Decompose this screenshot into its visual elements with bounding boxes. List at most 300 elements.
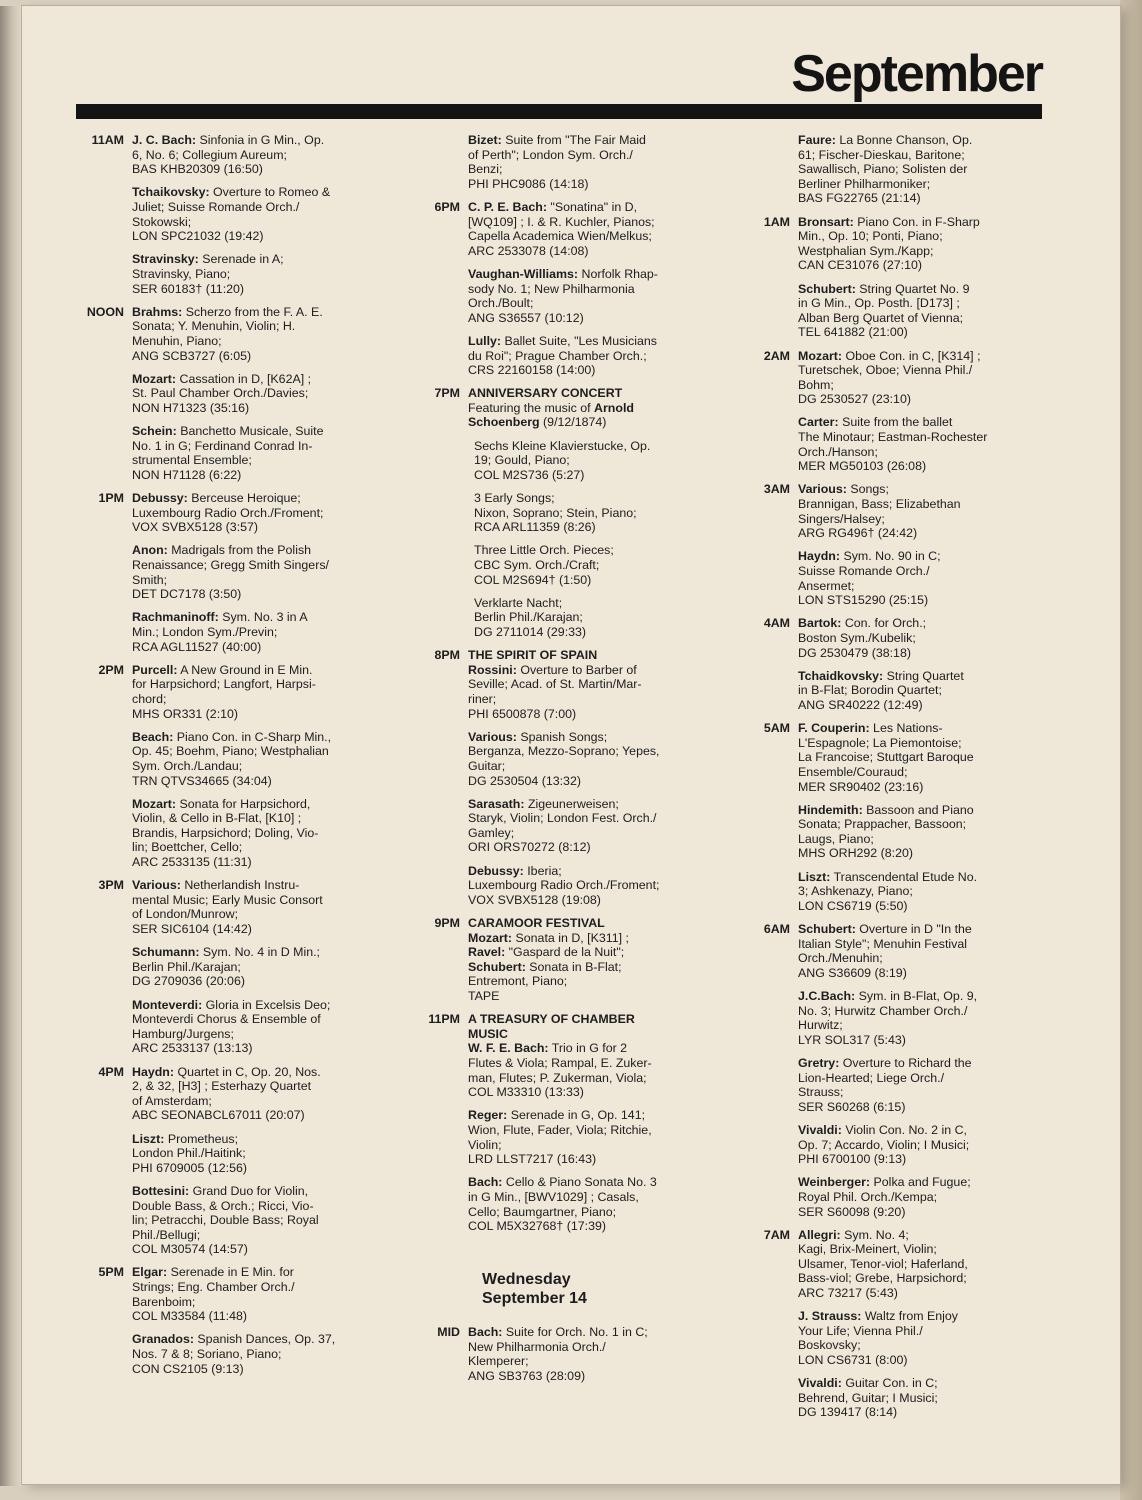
entry-text: Berlin Phil./Karajan; [132, 959, 241, 974]
entry-text: in G Min., [BWV1029] ; Casals, [468, 1189, 639, 1204]
listing-entry [798, 549, 1040, 607]
listing-entry [132, 1265, 386, 1323]
slot-entries [132, 1065, 386, 1266]
entry-text: Sym. No. 90 in C; [843, 549, 941, 564]
entry-line [468, 177, 710, 192]
composer-name: Rachmaninoff: [132, 610, 219, 625]
entry-line [798, 698, 1040, 713]
time-slot [74, 1265, 386, 1384]
entry-line [132, 1309, 386, 1324]
program-heading: ANNIVERSARY CONCERT [468, 386, 623, 401]
listing-entry [798, 989, 1040, 1047]
entry-line [132, 334, 386, 349]
entry-text: Klemperer; [468, 1354, 529, 1369]
entry-text: [WQ109] ; I. & R. Kuchler, Pianos; [468, 214, 655, 229]
listing-entry [798, 215, 1040, 273]
listing-entry [132, 730, 386, 788]
entry-line [132, 215, 386, 230]
entry-line [798, 765, 1040, 780]
entry-line [798, 497, 1040, 512]
entry-line [798, 1324, 1040, 1339]
entry-line [474, 543, 710, 558]
entry-line [468, 1152, 710, 1167]
entry-text: man, Flutes; P. Zukerman, Viola; [468, 1070, 647, 1085]
entry-text: ABC SEONABCL67011 (20:07) [132, 1108, 305, 1123]
entry-text: MER SR90402 (23:16) [798, 779, 924, 794]
entry-text: Zigeunerweisen; [527, 796, 619, 811]
composer-name: Beach: [132, 729, 174, 744]
program-heading: CARAMOOR FESTIVAL [468, 916, 605, 931]
entry-line [132, 491, 386, 506]
entry-text: RCA ARL11359 (8:26) [474, 520, 596, 535]
entry-line [798, 445, 1040, 460]
entry-line [132, 453, 386, 468]
entry-text: LON SPC21032 (19:42) [132, 229, 264, 244]
entry-line [132, 878, 386, 893]
program-heading: A TREASURY OF CHAMBER [468, 1012, 635, 1027]
composer-name: Anon: [132, 543, 168, 558]
entry-text: Ulsamer, Tenor-viol; Haferland, [798, 1256, 968, 1271]
entry-text: MHS OR331 (2:10) [132, 706, 239, 721]
time-label: 7AM [763, 1227, 790, 1242]
listing-entry [798, 721, 1040, 794]
slot-entries [468, 386, 710, 648]
entry-text: Double Bass, & Orch.; Ricci, Vio- [132, 1198, 314, 1213]
entry-text: Serenade in G, Op. 141; [510, 1108, 646, 1123]
entry-line [132, 1265, 386, 1280]
entry-line [798, 258, 1040, 273]
time-slot [410, 648, 710, 916]
entry-text: St. Paul Chamber Orch./Davies; [132, 386, 309, 401]
composer-name: Gretry: [798, 1055, 840, 1070]
entry-text: Italian Style"; Menuhin Festival [798, 936, 967, 951]
entry-line [132, 386, 386, 401]
entry-line [468, 960, 710, 975]
entry-text: Berceuse Heroique; [191, 491, 301, 506]
listing-entry [468, 491, 710, 535]
day-date: September 14 [482, 1290, 587, 1308]
entry-text: Op. 7; Accardo, Violin; I Musici; [798, 1137, 970, 1152]
entry-text: Overture to Richard the [842, 1055, 972, 1070]
entry-line [798, 683, 1040, 698]
entry-line [798, 1033, 1040, 1048]
entry-line [798, 1190, 1040, 1205]
entry-line [468, 893, 710, 908]
time-label: 6AM [763, 922, 790, 937]
entry-line [798, 1228, 1040, 1243]
listing-entry [468, 200, 710, 258]
entry-text: Kagi, Brix-Meinert, Violin; [798, 1242, 937, 1257]
entry-text: of Amsterdam; [132, 1093, 212, 1108]
entry-text: Sym. No. 4; [844, 1227, 909, 1242]
entry-text: CON CS2105 (9:13) [132, 1361, 244, 1376]
entry-line [798, 817, 1040, 832]
entry-text: ARC 2533137 (13:13) [132, 1041, 253, 1056]
entry-line [474, 596, 710, 611]
entry-text: COL M33310 (13:33) [468, 1085, 584, 1100]
entry-text: DG 2530479 (38:18) [798, 645, 911, 660]
entry-line [798, 669, 1040, 684]
slot-entries [132, 878, 386, 1064]
entry-text: Behrend, Guitar; I Musici; [798, 1390, 938, 1405]
entry-line [798, 378, 1040, 393]
entry-text: Sechs Kleine Klavierstucke, Op. [474, 438, 651, 453]
composer-name: Purcell: [132, 662, 178, 677]
entry-line [798, 1175, 1040, 1190]
listing-entry [132, 424, 386, 482]
entry-text: Three Little Orch. Pieces; [474, 543, 614, 558]
slot-entries [132, 663, 386, 879]
entry-text: Alban Berg Quartet of Vienna; [798, 310, 964, 325]
entry-text: Oboe Con. in C, [K314] ; [845, 348, 981, 363]
composer-name: J.C.Bach: [798, 989, 856, 1003]
entry-text: Songs; [850, 482, 889, 497]
entry-text: lin; Boettcher, Cello; [132, 840, 243, 855]
time-slot [740, 215, 1040, 349]
entry-line [468, 663, 710, 678]
listing-column-2 [410, 133, 710, 1392]
entry-text: Your Life; Vienna Phil./ [798, 1323, 923, 1338]
composer-name: Weinberger: [798, 1175, 871, 1190]
entry-text: Singers/Halsey; [798, 511, 885, 526]
entry-line [132, 1332, 386, 1347]
time-label: 4PM [98, 1064, 124, 1079]
listing-entry [132, 1332, 386, 1376]
entry-text: COL M33584 (11:48) [132, 1309, 248, 1324]
entry-line [132, 840, 386, 855]
time-slot [740, 482, 1040, 616]
entry-line [132, 1094, 386, 1109]
entry-text: Hamburg/Jurgens; [132, 1026, 234, 1041]
slot-entries [798, 721, 1040, 922]
listing-entry [468, 543, 710, 587]
entry-line [798, 1257, 1040, 1272]
entry-text: Transcendental Etude No. [833, 869, 978, 884]
entry-line [132, 267, 386, 282]
entry-text: BAS KHB20309 (16:50) [132, 162, 263, 177]
entry-line [132, 1213, 386, 1228]
entry-line [798, 736, 1040, 751]
composer-name: Elgar: [132, 1265, 168, 1280]
entry-text: Nos. 7 & 8; Soriano, Piano; [132, 1347, 282, 1362]
listing-entry [468, 267, 710, 325]
entry-line [798, 296, 1040, 311]
listing-entry [468, 133, 710, 191]
entry-line [132, 759, 386, 774]
time-label: 1PM [98, 491, 124, 506]
composer-name: Granados: [132, 1332, 194, 1347]
entry-line [132, 610, 386, 625]
entry-line [132, 1362, 386, 1377]
entry-line [468, 707, 710, 722]
entry-text: strumental Ensemble; [132, 453, 252, 468]
subtitle-text: Featuring the music of [468, 400, 595, 415]
entry-text: Grand Duo for Violin, [192, 1183, 309, 1198]
entry-line [132, 229, 386, 244]
entry-text: Spanish Songs; [520, 729, 608, 744]
entry-line [132, 707, 386, 722]
entry-text: Ensemble/Couraud; [798, 764, 908, 779]
composer-name: Tchaidkovsky: [798, 668, 884, 683]
entry-line [468, 878, 710, 893]
entry-line [468, 229, 710, 244]
entry-line [798, 966, 1040, 981]
entry-line [798, 899, 1040, 914]
entry-text: Ballet Suite, "Les Musicians [504, 333, 657, 348]
entry-line [798, 1152, 1040, 1167]
entry-text: RCA AGL11527 (40:00) [132, 639, 262, 654]
listing-entry [132, 797, 386, 870]
entry-line [132, 1295, 386, 1310]
entry-line [468, 215, 710, 230]
entry-line [468, 267, 710, 282]
entry-line [798, 325, 1040, 340]
entry-line [798, 1309, 1040, 1324]
entry-line [468, 1041, 710, 1056]
entry-text: Min., Op. 10; Ponti, Piano; [798, 229, 943, 244]
slot-entries [798, 482, 1040, 616]
composer-name: Brahms: [132, 304, 183, 319]
entry-text: PHI 6700100 (9:13) [798, 1152, 907, 1167]
composer-name: Stravinsky: [132, 252, 199, 267]
time-label: 1AM [763, 214, 790, 229]
entry-line [132, 692, 386, 707]
entry-line [132, 1161, 386, 1176]
entry-text: Ansermet; [798, 578, 855, 593]
entry-text: New Philharmonia Orch./ [468, 1339, 606, 1354]
entry-text: Cello & Piano Sonata No. 3 [505, 1175, 657, 1190]
entry-text: DG 2709036 (20:06) [132, 974, 245, 989]
entry-line [798, 177, 1040, 192]
listing-entry [132, 1065, 386, 1123]
entry-text: of Perth"; London Sym. Orch./ [468, 147, 633, 162]
entry-line [468, 296, 710, 311]
entry-text: SER S60268 (6:15) [798, 1099, 906, 1114]
entry-text: Polka and Fugue; [873, 1175, 971, 1190]
composer-name: Mozart: [798, 348, 843, 363]
time-slot [740, 922, 1040, 1228]
entry-text: Berlin Phil./Karajan; [474, 610, 583, 625]
entry-text: TRN QTVS34665 (34:04) [132, 773, 272, 788]
listing-entry [798, 1123, 1040, 1167]
entry-line [132, 797, 386, 812]
time-slot [74, 133, 386, 305]
entry-line [798, 1085, 1040, 1100]
time-label: 8PM [434, 648, 460, 663]
entry-text: Sonata; Y. Menuhin, Violin; H. [132, 319, 296, 334]
entry-line [798, 215, 1040, 230]
entry-line [798, 803, 1040, 818]
listing-entry [468, 797, 710, 855]
entry-text: Suite for Orch. No. 1 in C; [505, 1325, 648, 1340]
entry-line [798, 1123, 1040, 1138]
entry-line [132, 1079, 386, 1094]
composer-name: Schubert: [798, 922, 856, 937]
entry-text: COL M2S736 (5:27) [474, 467, 585, 482]
entry-text: String Quartet [886, 668, 964, 683]
entry-line [132, 1146, 386, 1161]
entry-text: 19; Gould, Piano; [474, 453, 570, 468]
entry-line [798, 579, 1040, 594]
time-label: 2PM [98, 662, 124, 677]
entry-text: Sawallisch, Piano; Solisten der [798, 162, 968, 177]
entry-line [798, 392, 1040, 407]
slot-entries [468, 133, 710, 200]
entry-line [798, 549, 1040, 564]
entry-line [798, 937, 1040, 952]
time-slot [410, 1012, 710, 1242]
entry-line [132, 1242, 386, 1257]
composer-name: Bizet: [468, 133, 502, 147]
entry-line [132, 625, 386, 640]
entry-line [468, 945, 710, 960]
time-label: 3AM [763, 482, 790, 497]
listing-entry [132, 543, 386, 601]
time-slot [740, 1228, 1040, 1429]
composer-name: Tchaikovsky: [132, 185, 210, 200]
composer-name: C. P. E. Bach: [468, 199, 547, 214]
entry-text: Sinfonia in G Min., Op. [199, 133, 325, 147]
composer-name: Schein: [132, 424, 177, 439]
entry-line [132, 811, 386, 826]
entry-text: 3 Early Songs; [474, 491, 555, 506]
slot-entries [132, 491, 386, 663]
entry-line [132, 185, 386, 200]
time-slot [74, 878, 386, 1064]
entry-line [132, 1228, 386, 1243]
entry-text: La Francoise; Stuttgart Baroque [798, 750, 974, 765]
entry-line [798, 229, 1040, 244]
entry-line [468, 811, 710, 826]
entry-line [132, 855, 386, 870]
slot-entries [798, 215, 1040, 349]
entry-text: LON CS6719 (5:50) [798, 898, 908, 913]
entry-text: VOX SVBX5128 (3:57) [132, 520, 259, 535]
entry-line [798, 1056, 1040, 1071]
entry-line [468, 1138, 710, 1153]
entry-text: Orch./Boult; [468, 296, 534, 311]
entry-line [798, 780, 1040, 795]
entry-line [468, 840, 710, 855]
entry-text: Prometheus; [167, 1131, 239, 1146]
composer-name: Bottesini: [132, 1183, 190, 1198]
entry-text: SER 60183† (11:20) [132, 281, 245, 296]
composer-name: Debussy: [132, 491, 188, 506]
listing-entry [132, 252, 386, 296]
entry-line [798, 832, 1040, 847]
program-heading-cont: MUSIC [468, 1026, 508, 1041]
entry-line [132, 424, 386, 439]
entry-line [468, 826, 710, 841]
slot-entries [798, 133, 1040, 215]
composer-name: Mozart: [468, 930, 513, 945]
entry-line [132, 558, 386, 573]
entry-text: COL M2S694† (1:50) [474, 572, 592, 587]
entry-line [474, 506, 710, 521]
entry-line [132, 573, 386, 588]
entry-line [468, 162, 710, 177]
entry-line [132, 744, 386, 759]
entry-text: Iberia; [527, 863, 562, 878]
month-masthead: September [791, 45, 1042, 103]
entry-line [798, 631, 1040, 646]
slot-entries [468, 200, 710, 386]
entry-line [468, 1219, 710, 1234]
entry-text: NON H71128 (6:22) [132, 467, 242, 482]
entry-line [798, 616, 1040, 631]
listing-entry [798, 616, 1040, 660]
entry-line [474, 558, 710, 573]
listing-entry [132, 1184, 386, 1257]
entry-text: Strings; Eng. Chamber Orch./ [132, 1280, 295, 1295]
entry-text: String Quartet No. 9 [859, 281, 970, 296]
entry-text: Norfolk Rhap- [581, 266, 658, 281]
entry-line [132, 1012, 386, 1027]
entry-line [132, 349, 386, 364]
time-label [410, 133, 468, 200]
composer-name: Various: [798, 482, 847, 497]
entry-line [132, 1041, 386, 1056]
entry-line [798, 415, 1040, 430]
entry-text: Guitar; [468, 758, 506, 773]
entry-line [798, 846, 1040, 861]
entry-line [798, 459, 1040, 474]
entry-line [798, 162, 1040, 177]
composer-name: Bach: [468, 1175, 503, 1190]
entry-line [132, 677, 386, 692]
listing-entry [468, 596, 710, 640]
entry-text: Berliner Philharmoniker; [798, 176, 931, 191]
entry-text: Hurwitz; [798, 1018, 843, 1033]
entry-text: TAPE [468, 989, 500, 1003]
time-slot [740, 721, 1040, 922]
entry-line [798, 951, 1040, 966]
time-slot [74, 663, 386, 879]
time-slot [410, 916, 710, 1012]
listing-entry [798, 1056, 1040, 1114]
listing-entry [132, 185, 386, 243]
entry-text: Bass-viol; Grebe, Harpsichord; [798, 1271, 967, 1286]
entry-line [132, 468, 386, 483]
entry-text: Gloria in Excelsis Deo; [205, 997, 331, 1012]
entry-text: Piano Con. in F-Sharp [857, 214, 980, 229]
composer-name: F. Couperin: [798, 721, 870, 736]
time-label: 7PM [434, 386, 460, 401]
listing-entry [468, 334, 710, 378]
entry-line [468, 334, 710, 349]
day-heading [482, 1270, 710, 1308]
entry-text: Spanish Dances, Op. 37, [197, 1332, 336, 1347]
header-rule [76, 104, 1042, 119]
entry-text: Suite from "The Fair Maid [505, 133, 646, 147]
entry-line [132, 960, 386, 975]
entry-text: du Roi"; Prague Chamber Orch.; [468, 348, 647, 363]
entry-text: Violin Con. No. 2 in C, [845, 1122, 967, 1137]
entry-text: Luxembourg Radio Orch./Froment; [132, 505, 324, 520]
entry-line [468, 1085, 710, 1100]
featured-composer-last: Schoenberg [468, 415, 540, 430]
listing-entry [798, 415, 1040, 473]
entry-text: riner; [468, 691, 497, 706]
entry-line [798, 564, 1040, 579]
composer-name: Monteverdi: [132, 997, 203, 1012]
composer-name: Vivaldi: [798, 1122, 842, 1137]
entry-line [468, 1175, 710, 1190]
entry-line [468, 692, 710, 707]
entry-text: Berganza, Mezzo-Soprano; Yepes, [468, 744, 660, 759]
composer-name: Faure: [798, 133, 836, 147]
composer-name: Vaughan-Williams: [468, 266, 579, 281]
